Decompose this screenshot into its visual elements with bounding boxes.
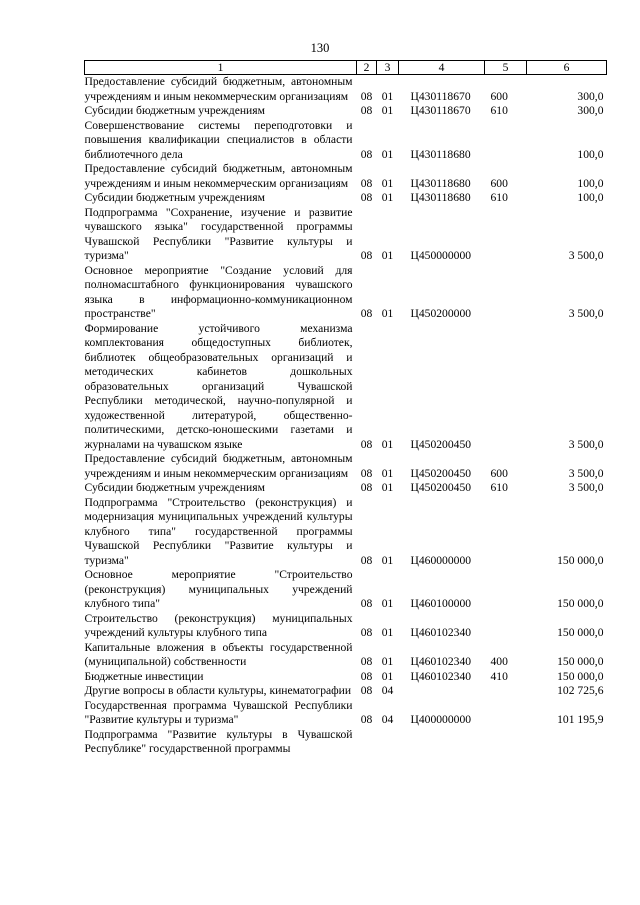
table-row (85, 322, 607, 453)
row-name: Субсидии бюджетным учреждениям (84, 481, 265, 494)
row-section: 08 (360, 626, 373, 639)
row-amount: 150 000,0 (557, 553, 604, 567)
table-row (85, 162, 607, 191)
header-col-section: 2 (357, 61, 377, 75)
row-expense-type: 610 (490, 481, 508, 494)
row-subsection: 01 (381, 597, 394, 610)
row-target-article: Ц460000000 (410, 553, 472, 567)
row-section: 08 (360, 176, 373, 190)
row-amount: 100,0 (577, 176, 604, 190)
row-name: Подпрограмма "Сохранение, изучение и развитие чувашского языка" государственной программы Чувашской Республики "Развитие культуры и туризма" (84, 205, 353, 262)
row-expense-type (485, 699, 527, 728)
row-target-article: Ц450200450 (410, 437, 472, 451)
row-name: Государственная программа Чувашской Республики "Развитие культуры и туризма" (84, 698, 353, 726)
row-expense-type: 600 (490, 176, 508, 190)
row-expense-type: 600 (490, 89, 508, 103)
row-subsection: 01 (381, 626, 394, 639)
row-section: 08 (360, 437, 373, 451)
row-name: Подпрограмма "Строительство (реконструкция) и модернизация муниципальных учреждений культуры клубного типа" государственной программы Чувашской Республики "Развитие культуры и туризма" (84, 495, 353, 567)
row-amount: 300,0 (577, 104, 604, 117)
table-row (85, 612, 607, 641)
row-expense-type (485, 728, 527, 757)
row-subsection: 01 (381, 89, 394, 103)
page-number: 130 (310, 41, 330, 55)
table-row (85, 119, 607, 163)
row-section: 08 (360, 147, 373, 161)
table-row (85, 670, 607, 685)
row-section: 08 (360, 249, 373, 262)
table-row (85, 191, 607, 206)
row-name: Подпрограмма "Развитие культуры в Чувашской Республике" государственной программы (84, 727, 353, 755)
row-amount: 300,0 (577, 89, 604, 103)
row-expense-type (485, 322, 527, 453)
row-subsection: 01 (381, 553, 394, 567)
row-expense-type (485, 206, 527, 264)
row-section: 08 (360, 597, 373, 610)
row-name: Предоставление субсидий бюджетным, автономным учреждениям и иным некоммерческим организациям (84, 162, 353, 190)
row-expense-type (485, 119, 527, 163)
header-col-name: 1 (85, 61, 357, 75)
row-section (357, 728, 377, 757)
table-row (85, 684, 607, 699)
row-target-article (399, 728, 485, 757)
row-expense-type: 600 (490, 466, 508, 480)
table-row (85, 568, 607, 612)
row-amount: 3 500,0 (568, 307, 604, 320)
row-name: Субсидии бюджетным учреждениям (84, 104, 265, 117)
table-row (85, 481, 607, 496)
row-amount: 150 000,0 (557, 669, 604, 683)
header-col-expense-type: 5 (485, 61, 527, 75)
table-body (85, 75, 607, 757)
row-target-article: Ц450200000 (410, 307, 472, 320)
row-target-article: Ц430118670 (410, 104, 471, 117)
table-row (85, 75, 607, 105)
row-amount (527, 728, 607, 757)
table-row (85, 641, 607, 670)
table-row (85, 104, 607, 119)
row-amount: 3 500,0 (568, 437, 604, 451)
table-row (85, 728, 607, 757)
row-target-article: Ц430118680 (410, 176, 471, 190)
row-name: Предоставление субсидий бюджетным, автономным учреждениям и иным некоммерческим организациям (84, 452, 353, 480)
row-subsection: 01 (381, 481, 394, 494)
row-target-article: Ц460102340 (410, 655, 472, 668)
row-subsection: 01 (381, 669, 394, 683)
row-expense-type: 610 (490, 104, 508, 117)
row-target-article: Ц430118680 (410, 147, 471, 161)
row-section: 08 (360, 655, 373, 668)
row-subsection: 01 (381, 147, 394, 161)
row-section: 08 (360, 307, 373, 320)
row-target-article: Ц450200450 (410, 466, 472, 480)
row-subsection: 01 (381, 307, 394, 320)
row-subsection: 01 (381, 249, 394, 262)
row-subsection: 01 (381, 655, 394, 668)
row-expense-type: 400 (490, 655, 508, 668)
row-name: Субсидии бюджетным учреждениям (84, 191, 265, 204)
row-amount: 150 000,0 (557, 655, 604, 668)
row-subsection: 01 (381, 466, 394, 480)
row-subsection: 01 (381, 191, 394, 204)
row-subsection: 04 (381, 684, 394, 697)
row-name: Бюджетные инвестиции (84, 669, 204, 683)
row-expense-type: 610 (490, 191, 508, 204)
header-row (85, 61, 607, 75)
row-name: Строительство (реконструкция) муниципальных учреждений культуры клубного типа (84, 611, 353, 639)
row-target-article: Ц400000000 (410, 713, 472, 726)
row-section: 08 (360, 669, 373, 683)
row-expense-type (485, 612, 527, 641)
row-amount: 3 500,0 (568, 249, 604, 262)
row-amount: 150 000,0 (557, 597, 604, 610)
row-subsection (377, 728, 399, 757)
row-amount: 3 500,0 (568, 466, 604, 480)
row-target-article: Ц460100000 (410, 597, 472, 610)
row-name: Формирование устойчивого механизма комплектования общедоступных библиотек, библиотек общеобразовательных организаций и методических кабинетов дошкольных образовательных организаций Чувашской Республики методической, научно-популярной и художественной литературой, общественно-политическими, детско-юношескими газетами и журналами на чувашском языке (84, 321, 353, 451)
row-name: Основное мероприятие "Строительство (реконструкция) муниципальных учреждений клубного типа" (84, 568, 353, 610)
row-expense-type (485, 264, 527, 322)
row-amount: 102 725,6 (557, 684, 604, 697)
row-expense-type (485, 568, 527, 612)
header-col-amount: 6 (527, 61, 607, 75)
budget-table (84, 60, 607, 757)
row-amount: 3 500,0 (568, 481, 604, 494)
table-row (85, 452, 607, 481)
row-section: 08 (360, 713, 373, 726)
row-name: Основное мероприятие "Создание условий для полномасштабного функционирования чувашского языка в информационно-коммуникационном пространстве" (84, 263, 353, 320)
table-row (85, 496, 607, 569)
row-target-article: Ц430118670 (410, 89, 471, 103)
row-subsection: 01 (381, 437, 394, 451)
row-subsection: 04 (381, 713, 394, 726)
row-name: Другие вопросы в области культуры, кинематографии (84, 684, 352, 697)
row-target-article: Ц450000000 (410, 249, 472, 262)
row-target-article: Ц460102340 (410, 669, 472, 683)
row-section: 08 (360, 553, 373, 567)
row-section: 08 (360, 466, 373, 480)
row-target-article: Ц450200450 (410, 481, 472, 494)
table-row (85, 264, 607, 322)
row-target-article: Ц430118680 (410, 191, 471, 204)
header-col-target-article: 4 (399, 61, 485, 75)
row-subsection: 01 (381, 176, 394, 190)
row-subsection: 01 (381, 104, 394, 117)
row-amount: 100,0 (577, 147, 604, 161)
row-amount: 100,0 (577, 191, 604, 204)
header-col-subsection: 3 (377, 61, 399, 75)
row-expense-type (485, 684, 527, 699)
row-amount: 101 195,9 (557, 713, 604, 726)
row-target-article (399, 684, 485, 699)
row-name: Совершенствование системы переподготовки и повышения квалификации специалистов в области библиотечного дела (84, 118, 353, 161)
row-section: 08 (360, 191, 373, 204)
table-header (85, 61, 607, 75)
row-section: 08 (360, 684, 373, 697)
row-target-article: Ц460102340 (410, 626, 472, 639)
row-amount: 150 000,0 (557, 626, 604, 639)
row-section: 08 (360, 89, 373, 103)
table-row (85, 206, 607, 264)
row-name: Капитальные вложения в объекты государственной (муниципальной) собственности (84, 640, 353, 668)
row-expense-type (485, 496, 527, 569)
row-section: 08 (360, 481, 373, 494)
row-expense-type: 410 (490, 669, 508, 683)
row-name: Предоставление субсидий бюджетным, автономным учреждениям и иным некоммерческим организациям (84, 75, 353, 103)
table-row (85, 699, 607, 728)
row-section: 08 (360, 104, 373, 117)
